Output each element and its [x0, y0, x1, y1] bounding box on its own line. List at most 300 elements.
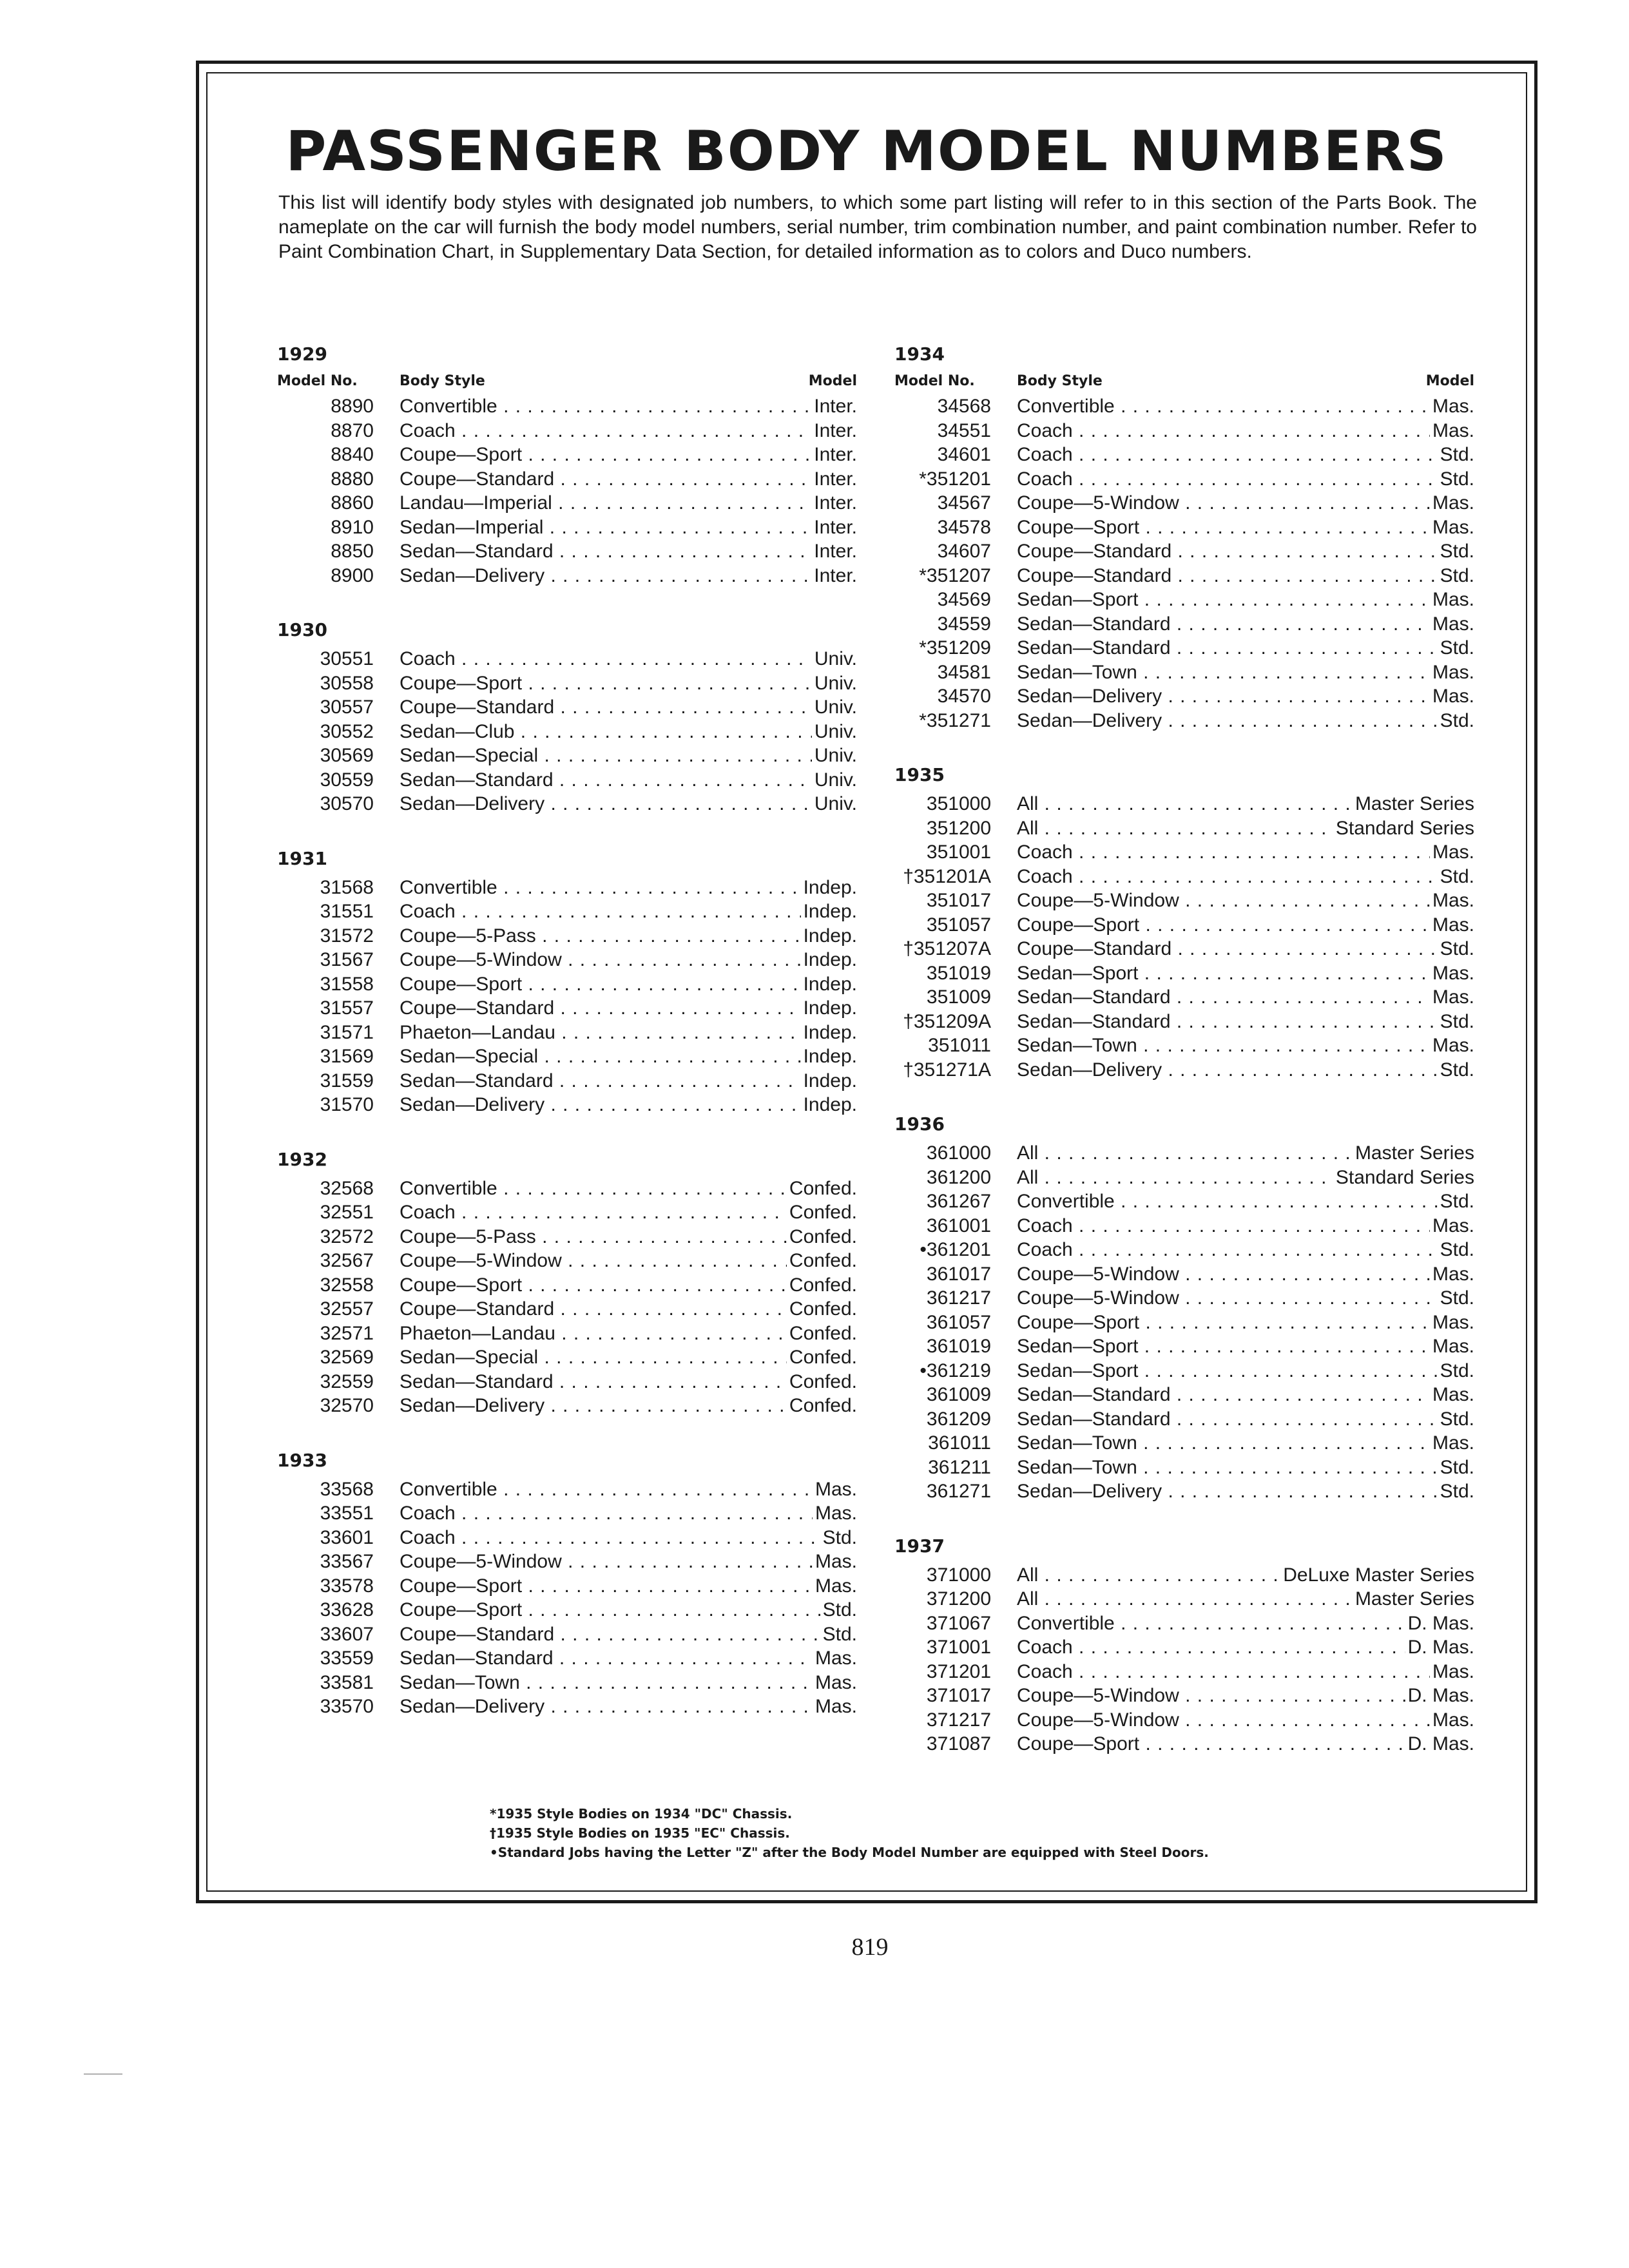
model-series: Std. — [1440, 1481, 1474, 1502]
model-number: 361200 — [926, 1166, 991, 1188]
table-row — [894, 1033, 1474, 1058]
body-style: Coach . . . — [1017, 1214, 1430, 1238]
table-row — [894, 1708, 1474, 1733]
model-number: 34601 — [937, 444, 991, 465]
table-row — [277, 1394, 857, 1418]
model-number: 371000 — [926, 1564, 991, 1586]
body-style: Sedan—Delivery . . . — [1017, 709, 1438, 733]
model-series: Std. — [1440, 1239, 1474, 1260]
model-series: Mas. — [1432, 419, 1474, 441]
model-number: *351271 — [919, 709, 991, 731]
body-style: Convertible . . . — [400, 1477, 813, 1502]
table-row — [894, 1141, 1474, 1166]
table-row — [894, 889, 1474, 913]
model-number: 8880 — [331, 468, 374, 490]
header-body-style: Body Style — [400, 373, 485, 389]
body-style: Coach . . . — [1017, 1238, 1438, 1262]
model-series: Univ. — [814, 672, 857, 694]
body-style: Coach . . . — [1017, 1660, 1430, 1684]
body-style: Coupe—5-Window . . . — [1017, 1684, 1405, 1708]
table-row — [277, 924, 857, 948]
model-number: 34559 — [937, 613, 991, 635]
model-number: 351200 — [926, 817, 991, 839]
table-row — [894, 1238, 1474, 1262]
left-column — [277, 341, 857, 1749]
body-style: Sedan—Town . . . — [1017, 660, 1430, 685]
model-number: 371217 — [926, 1709, 991, 1731]
body-style: Coupe—5-Window . . . — [400, 1550, 813, 1574]
table-row — [277, 1021, 857, 1045]
model-series: Indep. — [803, 1021, 857, 1043]
model-number: 34570 — [937, 686, 991, 707]
model-number: 31571 — [320, 1021, 374, 1043]
model-series: Mas. — [815, 1551, 857, 1572]
model-number: 8840 — [331, 444, 374, 465]
model-number: 31569 — [320, 1046, 374, 1067]
table-row — [277, 1044, 857, 1069]
body-style: Coupe—Sport . . . — [1017, 1311, 1430, 1335]
table-row — [894, 612, 1474, 637]
model-series: Confed. — [789, 1274, 857, 1296]
model-series: D. Mas. — [1407, 1685, 1474, 1706]
table-row — [277, 996, 857, 1021]
table-row — [277, 419, 857, 443]
body-style: Coach . . . — [1017, 865, 1438, 889]
model-number: 33601 — [320, 1526, 374, 1548]
body-style: Sedan—Imperial . . . — [400, 515, 811, 540]
model-series: Std. — [1440, 468, 1474, 490]
body-style: Coupe—Sport . . . — [400, 972, 801, 997]
model-series: Mas. — [1432, 962, 1474, 984]
body-style: Sedan—Town . . . — [1017, 1033, 1430, 1058]
model-number: 371087 — [926, 1733, 991, 1754]
table-row — [894, 709, 1474, 733]
header-model: Model — [1425, 373, 1474, 389]
header-body-style: Body Style — [1017, 373, 1103, 389]
body-style: Coach . . . — [400, 1200, 787, 1225]
model-number: 33559 — [320, 1648, 374, 1669]
body-style: Coupe—Standard . . . — [400, 996, 801, 1021]
table-row — [894, 1563, 1474, 1588]
model-number: 32567 — [320, 1250, 374, 1271]
model-series: Confed. — [789, 1250, 857, 1271]
model-number: •361219 — [920, 1360, 991, 1381]
column-headers — [894, 371, 1474, 392]
table-row — [894, 792, 1474, 816]
model-number: 31570 — [320, 1094, 374, 1115]
model-series: Univ. — [814, 720, 857, 742]
header-model: Model — [808, 373, 857, 389]
body-style: Coupe—Sport . . . — [400, 1574, 813, 1599]
body-style: Coupe—5-Window . . . — [400, 948, 801, 972]
model-number: 33607 — [320, 1623, 374, 1645]
model-number: 8870 — [331, 419, 374, 441]
body-style: All . . . — [1017, 1563, 1280, 1588]
model-number: 31572 — [320, 925, 374, 947]
body-style: Coach . . . — [400, 419, 811, 443]
model-number: 34581 — [937, 661, 991, 683]
body-style: Sedan—Town . . . — [1017, 1456, 1438, 1480]
model-number: 8850 — [331, 541, 374, 562]
model-series: Mas. — [815, 1575, 857, 1597]
model-series: D. Mas. — [1407, 1637, 1474, 1658]
body-style: Coach . . . — [1017, 840, 1430, 865]
model-series: Univ. — [814, 745, 857, 766]
table-row — [277, 899, 857, 924]
model-number: 8910 — [331, 516, 374, 538]
model-series: Mas. — [815, 1648, 857, 1669]
model-series: Mas. — [815, 1696, 857, 1717]
table-row — [894, 1431, 1474, 1456]
model-number: 31557 — [320, 997, 374, 1019]
model-number: 361001 — [926, 1215, 991, 1236]
model-number: 8900 — [331, 564, 374, 586]
table-row — [277, 1646, 857, 1671]
body-style: Coach . . . — [1017, 467, 1438, 492]
body-style: Convertible . . . — [1017, 1611, 1405, 1636]
model-number: 361271 — [926, 1481, 991, 1502]
table-row — [894, 1587, 1474, 1611]
table-row — [277, 792, 857, 816]
model-series: Univ. — [814, 697, 857, 718]
model-series: Std. — [1440, 865, 1474, 887]
model-series: Indep. — [803, 1070, 857, 1091]
model-series: Confed. — [789, 1347, 857, 1368]
body-style: Sedan—Special . . . — [400, 1345, 787, 1370]
table-row — [894, 1286, 1474, 1311]
table-row — [277, 744, 857, 768]
table-row — [894, 1479, 1474, 1504]
body-style: Coupe—5-Window . . . — [400, 1249, 787, 1273]
body-style: Coupe—Standard . . . — [400, 695, 812, 720]
model-number: 32557 — [320, 1298, 374, 1320]
footnotes — [490, 1804, 1456, 1862]
model-number: *351201 — [919, 468, 991, 490]
body-style: Coach . . . — [1017, 1635, 1405, 1660]
model-number: 361009 — [926, 1384, 991, 1405]
model-series: Mas. — [1432, 1336, 1474, 1357]
body-style: Coupe—5-Window . . . — [1017, 1708, 1430, 1733]
model-series: Mas. — [1432, 1215, 1474, 1236]
footnote-star: *1935 Style Bodies on 1934 "DC" Chassis. — [490, 1806, 793, 1821]
model-number: 8890 — [331, 396, 374, 417]
model-number: 32572 — [320, 1225, 374, 1247]
body-style: Coupe—Sport . . . — [400, 1273, 787, 1298]
model-series: D. Mas. — [1407, 1612, 1474, 1634]
body-style: Coupe—Standard . . . — [1017, 564, 1438, 588]
footnote-dagger: †1935 Style Bodies on 1935 "EC" Chassis. — [490, 1825, 790, 1841]
table-row — [277, 720, 857, 744]
model-number: 31558 — [320, 973, 374, 995]
table-row — [894, 1166, 1474, 1190]
body-style: Coupe—Sport . . . — [1017, 1732, 1405, 1756]
model-series: Standard Series — [1335, 1166, 1474, 1188]
model-series: Indep. — [803, 973, 857, 995]
table-row — [894, 636, 1474, 660]
year-section — [277, 617, 857, 816]
body-style: Sedan—Sport . . . — [1017, 1334, 1430, 1359]
model-series: Mas. — [1432, 986, 1474, 1008]
body-style: Coupe—Standard . . . — [400, 1297, 787, 1321]
model-number: †351201A — [903, 865, 991, 887]
body-style: Coupe—5-Pass . . . — [400, 924, 801, 948]
model-series: Confed. — [789, 1225, 857, 1247]
body-style: Sedan—Special . . . — [400, 1044, 801, 1069]
table-row — [277, 1622, 857, 1647]
body-style: Coupe—Standard . . . — [1017, 937, 1438, 961]
model-series: Std. — [1440, 1360, 1474, 1381]
model-number: 361019 — [926, 1336, 991, 1357]
model-number: 34568 — [937, 396, 991, 417]
column-headers — [277, 371, 857, 392]
body-style: Sedan—Delivery . . . — [1017, 684, 1430, 709]
table-row — [894, 1456, 1474, 1480]
model-number: 371067 — [926, 1612, 991, 1634]
model-number: 371017 — [926, 1685, 991, 1706]
model-number: †351207A — [903, 938, 991, 959]
model-number: 351001 — [926, 841, 991, 863]
model-series: Indep. — [803, 876, 857, 898]
body-style: Sedan—Standard . . . — [1017, 1383, 1430, 1407]
body-style: Convertible . . . — [1017, 394, 1430, 419]
model-series: Mas. — [1432, 589, 1474, 610]
model-number: 30559 — [320, 769, 374, 791]
footnote-bullet: •Standard Jobs having the Letter "Z" after the Body Model Number are equipped with Steel Doors. — [490, 1845, 1209, 1860]
year-section — [277, 1147, 857, 1418]
model-number: 361017 — [926, 1263, 991, 1285]
body-style: Coach . . . — [400, 1526, 820, 1550]
table-row — [894, 1407, 1474, 1432]
table-row — [277, 1695, 857, 1719]
body-style: Coupe—Standard . . . — [1017, 539, 1438, 564]
model-number: 30552 — [320, 720, 374, 742]
model-series: Indep. — [803, 1094, 857, 1115]
model-number: 30557 — [320, 697, 374, 718]
body-style: Coupe—5-Window . . . — [1017, 1262, 1430, 1287]
body-style: Sedan—Delivery . . . — [400, 1695, 813, 1719]
model-series: D. Mas. — [1407, 1733, 1474, 1754]
model-series: Inter. — [814, 468, 857, 490]
model-series: Mas. — [1432, 1660, 1474, 1682]
body-style: Sedan—Delivery . . . — [400, 564, 811, 588]
table-row — [894, 491, 1474, 515]
body-style: Coupe—Sport . . . — [1017, 913, 1430, 937]
model-series: Mas. — [1432, 1263, 1474, 1285]
year-section — [277, 341, 857, 588]
table-row — [894, 937, 1474, 961]
model-series: Indep. — [803, 949, 857, 970]
year-heading: 1935 — [894, 764, 945, 785]
body-style: Convertible . . . — [1017, 1189, 1438, 1214]
model-number: 33551 — [320, 1503, 374, 1524]
model-number: 31567 — [320, 949, 374, 970]
table-row — [894, 394, 1474, 419]
model-series: Mas. — [1432, 396, 1474, 417]
model-series: Mas. — [1432, 492, 1474, 514]
model-number: 32551 — [320, 1202, 374, 1223]
body-style: Sedan—Standard . . . — [1017, 985, 1430, 1010]
model-series: DeLuxe Master Series — [1283, 1564, 1474, 1586]
body-style: Sedan—Standard . . . — [1017, 1010, 1438, 1034]
table-row — [894, 443, 1474, 467]
table-row — [894, 1383, 1474, 1407]
model-series: Mas. — [1432, 914, 1474, 936]
model-series: Inter. — [814, 541, 857, 562]
table-row — [277, 1477, 857, 1502]
body-style: All . . . — [1017, 1141, 1353, 1166]
model-series: Indep. — [803, 1046, 857, 1067]
model-number: 34551 — [937, 419, 991, 441]
model-series: Indep. — [803, 901, 857, 922]
model-series: Std. — [1440, 1456, 1474, 1478]
body-style: Sedan—Standard . . . — [1017, 612, 1430, 637]
table-row — [894, 539, 1474, 564]
table-row — [277, 1225, 857, 1249]
body-style: Sedan—Delivery . . . — [400, 792, 812, 816]
model-number: 33570 — [320, 1696, 374, 1717]
body-style: Sedan—Delivery . . . — [1017, 1058, 1438, 1082]
year-section — [894, 1111, 1474, 1504]
model-series: Std. — [1440, 1408, 1474, 1430]
table-row — [277, 1598, 857, 1622]
model-number: †351271A — [903, 1059, 991, 1081]
year-heading: 1937 — [894, 1535, 945, 1557]
model-series: Mas. — [1432, 516, 1474, 538]
table-row — [894, 816, 1474, 841]
model-series: Mas. — [1432, 1311, 1474, 1333]
table-row — [277, 1177, 857, 1201]
body-style: Coupe—5-Pass . . . — [400, 1225, 787, 1249]
model-series: Mas. — [1432, 686, 1474, 707]
model-number: 351019 — [926, 962, 991, 984]
table-row — [277, 972, 857, 997]
year-heading: 1930 — [277, 619, 327, 640]
model-series: Master Series — [1354, 793, 1474, 814]
body-style: Sedan—Town . . . — [400, 1671, 813, 1695]
year-section — [277, 846, 857, 1117]
table-row — [277, 443, 857, 467]
model-number: 33568 — [320, 1478, 374, 1500]
model-number: 33628 — [320, 1599, 374, 1620]
table-row — [894, 515, 1474, 540]
table-row — [277, 515, 857, 540]
year-section — [894, 1533, 1474, 1756]
body-style: All . . . — [1017, 1587, 1353, 1611]
body-style: Coupe—5-Window . . . — [1017, 1286, 1438, 1311]
model-number: •361201 — [920, 1239, 991, 1260]
table-row — [894, 1214, 1474, 1238]
table-row — [277, 1574, 857, 1599]
scan-artifact-mark — [84, 2073, 122, 2075]
model-series: Univ. — [814, 769, 857, 791]
table-row — [894, 1359, 1474, 1383]
table-row — [277, 1345, 857, 1370]
body-style: Sedan—Club . . . — [400, 720, 812, 744]
model-number: 34569 — [937, 589, 991, 610]
body-style: Convertible . . . — [400, 876, 801, 900]
year-section — [894, 762, 1474, 1082]
table-row — [894, 1262, 1474, 1287]
model-number: 361217 — [926, 1287, 991, 1309]
body-style: Coach . . . — [1017, 419, 1430, 443]
model-series: Std. — [1440, 1287, 1474, 1309]
table-row — [894, 467, 1474, 492]
model-number: 32559 — [320, 1370, 374, 1392]
model-number: 32558 — [320, 1274, 374, 1296]
body-style: Sedan—Special . . . — [400, 744, 812, 768]
year-heading: 1931 — [277, 847, 327, 869]
page-title: PASSENGER BODY MODEL NUMBERS — [285, 119, 1448, 184]
model-number: 31559 — [320, 1070, 374, 1091]
model-series: Mas. — [1432, 1384, 1474, 1405]
table-row — [894, 1334, 1474, 1359]
year-section — [277, 1448, 857, 1719]
intro-paragraph: This list will identify body styles with designated job numbers, to which some part listing will refer to in this section of the Parts Book. The nameplate on the car will furnish the body model numbers, serial number, trim combination number, and paint combination number. Refer to Paint Combination Chart, in Supplementary Data Section, for detailed information as to colors and Duco numbers. — [278, 192, 1477, 262]
body-style: Sedan—Sport . . . — [1017, 588, 1430, 612]
model-number: †351209A — [903, 1010, 991, 1032]
table-row — [277, 491, 857, 515]
table-row — [277, 647, 857, 671]
model-number: 351000 — [926, 793, 991, 814]
header-model-no: Model No. — [277, 373, 358, 389]
model-number: 361011 — [928, 1432, 991, 1454]
model-series: Mas. — [1432, 613, 1474, 635]
model-number: *351207 — [919, 564, 991, 586]
body-style: Sedan—Sport . . . — [1017, 1359, 1438, 1383]
model-number: 32571 — [320, 1322, 374, 1344]
table-row — [277, 1501, 857, 1526]
model-series: Mas. — [815, 1671, 857, 1693]
table-row — [277, 695, 857, 720]
header-model-no: Model No. — [894, 373, 975, 389]
table-row — [894, 564, 1474, 588]
model-number: 361000 — [926, 1142, 991, 1164]
model-series: Std. — [1440, 1010, 1474, 1032]
body-style: Sedan—Standard . . . — [400, 1646, 813, 1671]
year-heading: 1934 — [894, 343, 945, 365]
model-number: 32569 — [320, 1347, 374, 1368]
model-series: Confed. — [789, 1395, 857, 1416]
model-series: Std. — [822, 1526, 857, 1548]
model-number: 33581 — [320, 1671, 374, 1693]
model-series: Indep. — [803, 997, 857, 1019]
model-number: 34567 — [937, 492, 991, 514]
table-row — [277, 1200, 857, 1225]
table-row — [894, 913, 1474, 937]
model-number: 8860 — [331, 492, 374, 514]
body-style: Sedan—Standard . . . — [1017, 1407, 1438, 1432]
model-number: 361209 — [926, 1408, 991, 1430]
model-number: 30558 — [320, 672, 374, 694]
table-row — [277, 1297, 857, 1321]
model-series: Indep. — [803, 925, 857, 947]
table-row — [277, 1069, 857, 1093]
model-number: 351009 — [926, 986, 991, 1008]
body-style: Coupe—Sport . . . — [400, 1598, 820, 1622]
model-series: Mas. — [815, 1478, 857, 1500]
table-row — [894, 961, 1474, 986]
model-number: 371001 — [926, 1637, 991, 1658]
model-number: 361267 — [926, 1191, 991, 1212]
table-row — [277, 1550, 857, 1574]
table-row — [894, 660, 1474, 685]
body-style: Coupe—5-Window . . . — [1017, 889, 1430, 913]
model-series: Mas. — [1432, 661, 1474, 683]
table-row — [894, 419, 1474, 443]
year-heading: 1929 — [277, 343, 327, 365]
table-row — [894, 1660, 1474, 1684]
table-row — [277, 671, 857, 696]
